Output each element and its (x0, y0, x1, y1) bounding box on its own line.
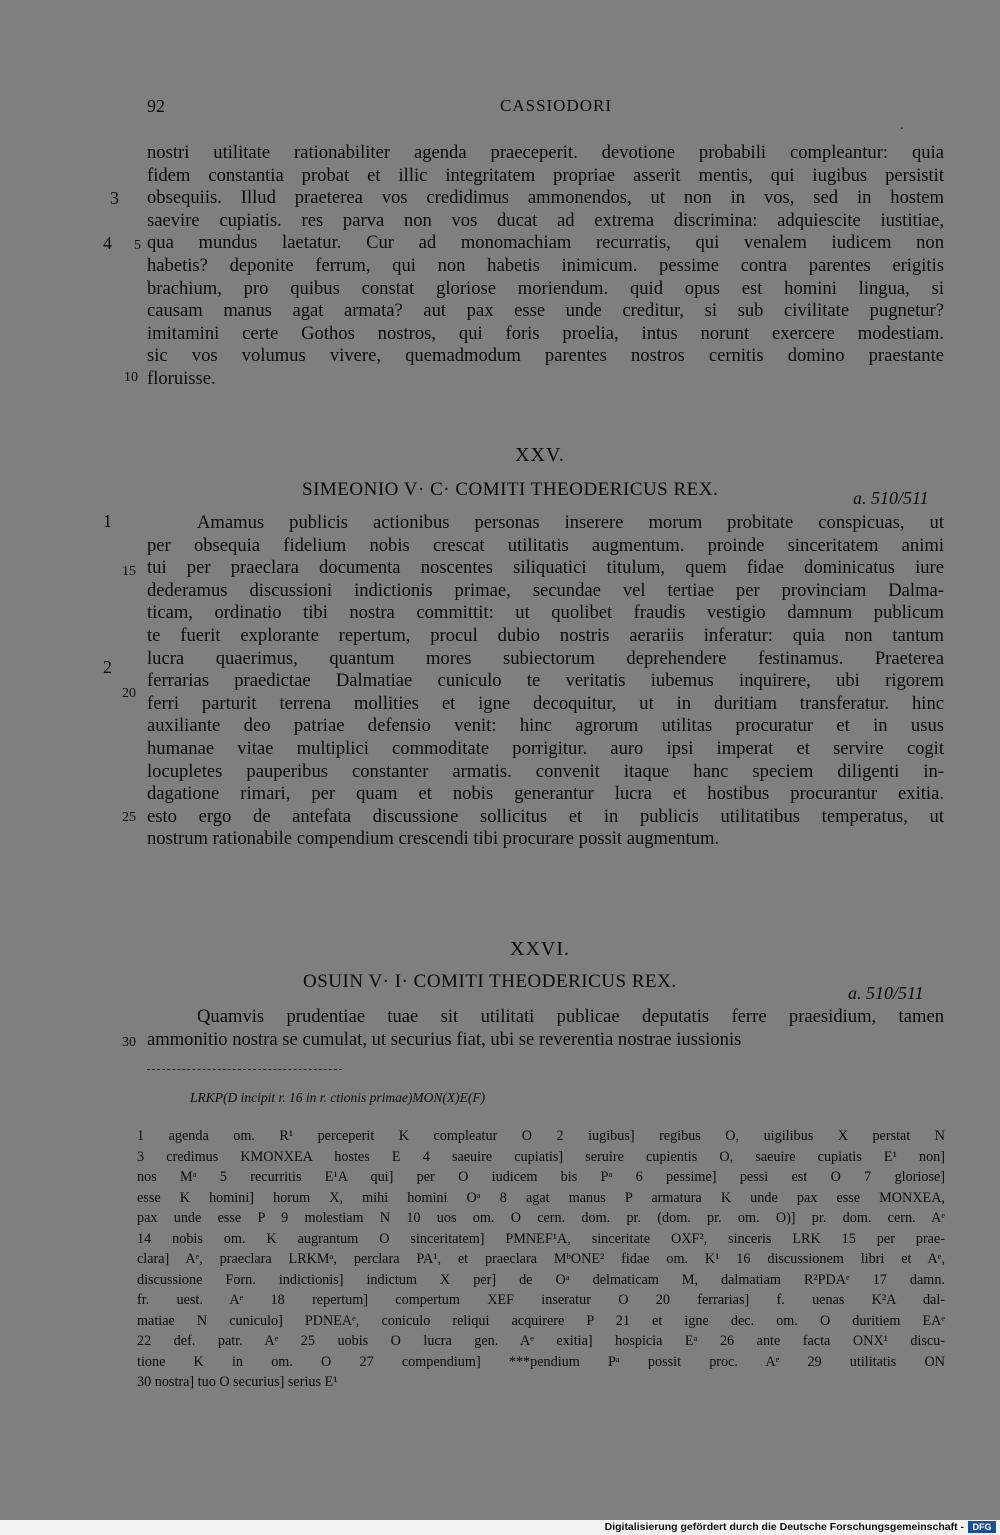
letter-date: a. 510/511 (848, 983, 924, 1003)
apparatus-line: clara] Aᵉ, praeclara LRKMᵃ, perclara PA¹, et praeclara MᵇONE² fidae om. K¹ 16 discussionem libri et Aᵉ, (137, 1251, 945, 1267)
apparatus-line: 14 nobis om. K augrantum O sinceritatem] PMNEF¹A, sinceritate OXF², sinceris LRK 15 per prae- (137, 1230, 945, 1247)
critical-apparatus (137, 1126, 945, 1393)
apparatus-line: 1 agenda om. R¹ perceperit K compleatur O 2 iugibus] regibus O, uigilibus X perstat N (137, 1128, 945, 1144)
text-line: imitamini certe Gothos nostros, qui foris proelia, intus norunt exercere modestiam. (147, 322, 944, 344)
text-line: tui per praeclara documenta noscentes siliquatici titulum, quem fidae dominicatus iure (147, 557, 944, 579)
line-number: 30 (122, 1035, 136, 1050)
apparatus-line: fr. uest. Aᵉ 18 repertum] compertum XEF inseratur O 20 ferrarias] f. uenas K²A dal- (137, 1292, 945, 1308)
text-line: nostrum rationabile compendium crescendi tibi procurare possit augmentum. (147, 828, 720, 850)
chapter-number: 4 (103, 233, 112, 253)
text-line: brachium, pro quibus constat gloriose moriendum. quid opus est homini lingua, si (147, 277, 944, 299)
letter-title: OSUIN V· I· COMITI THEODERICUS REX. (303, 971, 677, 992)
footer-credit: Digitalisierung gefördert durch die Deutsche Forschungsgemeinschaft - (604, 1521, 964, 1533)
text-line: dederamus discussioni indictionis primae, secundae vel tertiae per provinciam Dalma- (147, 579, 944, 601)
text-line: Amamus publicis actionibus personas inserere morum probitate conspicuas, ut (197, 512, 944, 533)
dfg-logo: DFG (968, 1521, 996, 1533)
text-line: ticam, ordinatio tibi nostra committit: ut quolibet fraudis vestigio damnum publicum (147, 602, 944, 624)
line-number: 20 (122, 686, 136, 701)
separator-rule (147, 1069, 342, 1070)
text-line: auxiliante deo patriae defensio venit: hinc agrorum utilitas procuratur et in usus (147, 715, 944, 737)
text-line: fidem constantia probat et illic integritatem propriae asserit mentis, qui iugibus persistit (147, 164, 944, 186)
chapter-number: 2 (103, 657, 112, 677)
apparatus-line: tione K in om. O 27 compendium] ***pendium Pᵃ possit proc. Aᵉ 29 utilitatis ON (137, 1353, 945, 1370)
text-line: floruisse. (147, 367, 216, 389)
text-line: ferrarias praedictae Dalmatiae cuniculo te veritatis iubemus inquirere, ubi rigorem (147, 670, 944, 692)
text-line: qua mundus laetatur. Cur ad monomachiam recurratis, qui venalem iudicem non (147, 232, 944, 254)
line-number: 10 (124, 370, 138, 385)
apparatus-line: discussione Forn. indictionis] indictum X per] de Oᵃ delmaticam M, dalmatiam R²PDAᵉ 17 damn. (137, 1271, 945, 1288)
text-line: obsequiis. Illud praeterea vos credidimus ammonendos, ut non in vos, sed in hostem (147, 187, 944, 209)
apparatus-line: pax unde esse P 9 molestiam N 10 uos om. O cern. dom. pr. (dom. pr. om. O)] pr. dom. cern. Aᵉ (137, 1210, 945, 1226)
text-line: humanae vitae multiplici commoditate porrigitur. auro ipsi imperat et servire cogit (147, 737, 944, 759)
text-line: locupletes pauperibus constanter armatis. convenit itaque hanc speciem diligenti in- (147, 760, 944, 782)
line-number: 15 (122, 564, 136, 579)
text-line: ammonitio nostra se cumulat, ut securius fiat, ubi se reverentia nostrae iussionis (147, 1028, 742, 1050)
margin-mark: . (900, 118, 904, 133)
running-title: CASSIODORI (500, 96, 613, 115)
text-line: nostri utilitate rationabiliter agenda praeceperit. devotione probabili compleantur: quia (147, 142, 944, 163)
text-line: lucra quaerimus, quantum mores subiectorum deprehendere festinamus. Praeterea (147, 647, 944, 669)
continuation-text (147, 142, 944, 391)
apparatus-line: nos Mᵃ 5 recurritis E¹A qui] per O iudicem bis Pᵃ 6 pessime] pessi est O 7 gloriose] (137, 1169, 945, 1185)
text-line: dagatione rimari, per quam et nobis generantur lucra et hostibus procurantur exitia. (147, 783, 944, 805)
text-line: causam manus agat armata? aut pax esse unde creditur, si sub civilitate pugnetur? (147, 300, 944, 322)
letter-25-text (147, 512, 944, 851)
letter-number: XXV. (515, 444, 565, 466)
line-number: 5 (134, 238, 141, 253)
text-line: ferri parturit terrena mollities et igne decoquitur, ut in duritiam transferatur. hinc (147, 692, 944, 714)
apparatus-heading: LRKP(D incipit r. 16 in r. ctionis primae)MON(X)E(F) (190, 1090, 486, 1105)
letter-26-text (147, 1006, 944, 1051)
apparatus-line: esse K homini] horum X, mihi homini Oᵃ 8 agat manus P armatura K unde pax esse MONXEA, (137, 1189, 945, 1206)
apparatus-line: 3 credimus KMONXEA hostes E 4 saeuire cupiatis] seruire cupientis O, saeuire cupiatis E¹ non] (137, 1148, 945, 1165)
letter-date: a. 510/511 (853, 488, 929, 508)
text-line: te fuerit explorante repertum, procul dubio nostris aerariis inferatur: quia non tantum (147, 624, 944, 646)
letter-title: SIMEONIO V· C· COMITI THEODERICUS REX. (302, 479, 719, 500)
chapter-number: 3 (110, 188, 119, 208)
text-line: per obsequia fidelium nobis crescat utilitatis augmentum. proinde sinceritatem animi (147, 534, 944, 556)
apparatus-line: 30 nostra] tuo O securius] serius E¹ (137, 1374, 338, 1390)
letter-number: XXVI. (510, 938, 570, 960)
text-line: habetis? deponite ferrum, qui non habetis inimicum. pessime contra parentes erigitis (147, 254, 944, 276)
page-number: 92 (147, 96, 165, 116)
text-line: esto ergo de antefata discussione sollicitus et in publicis utilitatibus temperatus, ut (147, 805, 944, 827)
chapter-number: 1 (103, 511, 112, 531)
apparatus-line: 22 def. patr. Aᵉ 25 uobis O lucra gen. Aᵉ exitia] hospicia Eᵃ 26 ante facta ONX¹ discu- (137, 1333, 945, 1349)
text-line: sic vos volumus vivere, quemadmodum parentes nostros cernitis domino praestante (147, 345, 944, 367)
line-number: 25 (122, 810, 136, 825)
text-line: Quamvis prudentiae tuae sit utilitati publicae deputatis ferre praesidium, tamen (197, 1006, 944, 1027)
apparatus-line: matiae N cuniculo] PDNEAᵉ, coniculo reliqui acquirere P 21 et igne dec. om. O duritiem EAᵉ (137, 1312, 945, 1329)
text-line: saevire cupiatis. res parva non vos ducat ad extrema discrimina: adquiescite iustitiae, (147, 209, 944, 231)
